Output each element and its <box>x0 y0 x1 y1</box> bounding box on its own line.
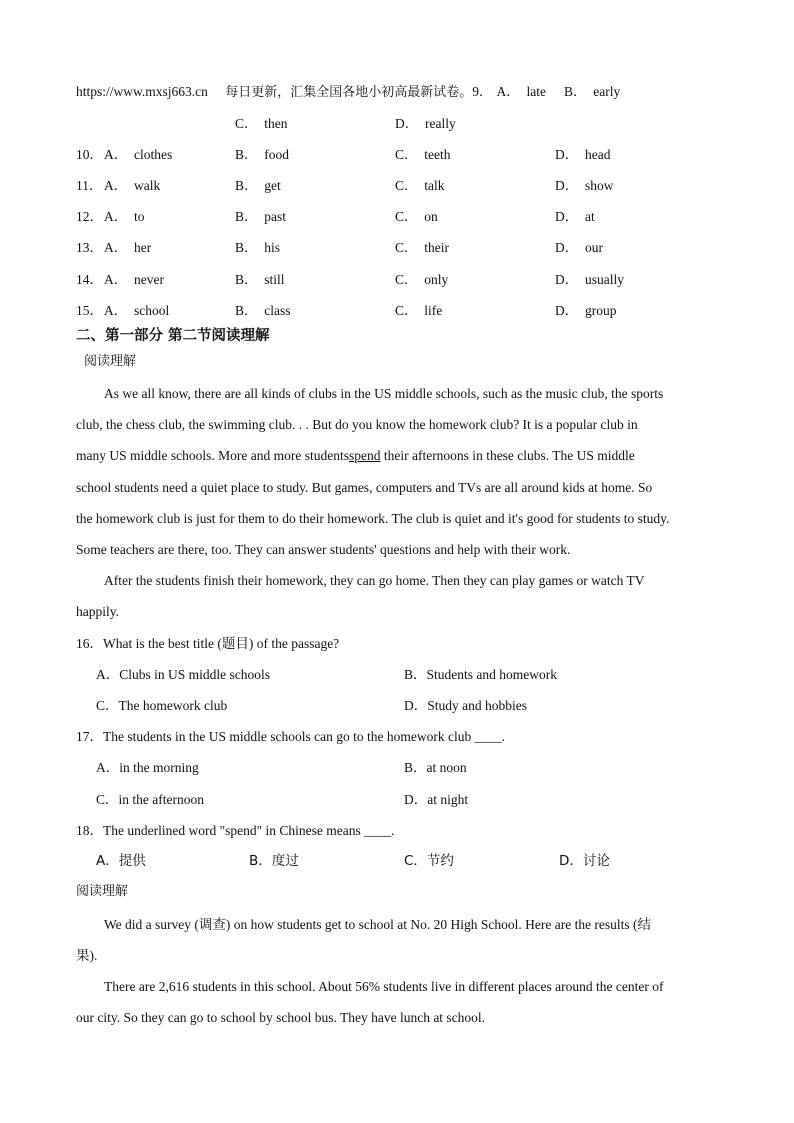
passage-2-line: 果). <box>76 948 98 963</box>
q11-option-c: C． talk <box>395 178 445 193</box>
q9-option-a: A． late <box>496 84 547 99</box>
passage-1-line: the homework club is just for them to do their homework. The club is quiet and it's good for students to study. <box>76 511 670 526</box>
q9-option-d: D． really <box>395 116 456 131</box>
q11-option-a: A． walk <box>104 178 161 193</box>
passage-1-text: many US middle schools. More and more students <box>76 448 349 463</box>
passage-2-line: There are 2,616 students in this school. About 56% students live in different places around the center of <box>104 979 664 994</box>
q14-number: 14． <box>76 272 103 287</box>
q15-number: 15． <box>76 303 103 318</box>
q11-number: 11． <box>76 178 103 193</box>
q17-option-c: C．in the afternoon <box>96 792 204 807</box>
passage-1-line <box>76 447 635 465</box>
q9-option-c: C． then <box>235 116 288 131</box>
q13-option-a: A． her <box>104 240 152 255</box>
q14-option-b: B． still <box>235 272 285 287</box>
q18-option-d: D．讨论 <box>559 853 610 869</box>
q17-option-d: D．at night <box>404 792 469 807</box>
q16-option-b: B．Students and homework <box>404 667 557 682</box>
q18-option-b: B．度过 <box>249 853 299 869</box>
passage-1-line: As we all know, there are all kinds of clubs in the US middle schools, such as the music club, the sports <box>104 386 664 401</box>
section-heading: 二、第一部分 第二节阅读理解 <box>76 328 270 344</box>
passage-1-line: club, the chess club, the swimming club. . . But do you know the homework club? It is a popular club in <box>76 417 638 432</box>
reading-subheading-2: 阅读理解 <box>76 884 129 899</box>
q15-option-c: C． life <box>395 303 443 318</box>
passage-2-line: We did a survey (调查) on how students get to school at No. 20 High School. Here are the results (结 <box>104 917 652 932</box>
q16-option-c: C．The homework club <box>96 698 228 713</box>
q10-option-c: C． teeth <box>395 147 451 162</box>
q12-option-c: C． on <box>395 209 438 224</box>
reading-subheading-1: 阅读理解 <box>84 354 137 369</box>
q16-option-a: A．Clubs in US middle schools <box>96 667 271 682</box>
q10-option-a: A． clothes <box>104 147 173 162</box>
q11-option-b: B． get <box>235 178 281 193</box>
q12-number: 12． <box>76 209 103 224</box>
q13-number: 13． <box>76 240 103 255</box>
passage-1-line: Some teachers are there, too. They can answer students' questions and help with their work. <box>76 542 571 557</box>
q10-option-b: B． food <box>235 147 289 162</box>
q17-option-a: A．in the morning <box>96 760 199 775</box>
q13-option-c: C． their <box>395 240 449 255</box>
passage-1-line: school students need a quiet place to study. But games, computers and TVs are all around kids at home. So <box>76 480 653 495</box>
passage-2-line: our city. So they can go to school by school bus. They have lunch at school. <box>76 1010 486 1025</box>
q18-stem: 18．The underlined word "spend" in Chinese means ____. <box>76 823 395 838</box>
q14-option-c: C． only <box>395 272 449 287</box>
source-tagline: 每日更新，汇集全国各地小初高最新试卷。 <box>225 85 473 100</box>
q16-stem: 16．What is the best title (题目) of the passage? <box>76 636 340 651</box>
passage-1-line: After the students finish their homework, they can go home. Then they can play games or watch TV <box>104 573 645 588</box>
q10-number: 10． <box>76 147 103 162</box>
underlined-word-spend: spend <box>348 448 381 463</box>
q17-option-b: B．at noon <box>404 760 467 775</box>
q15-option-b: B． class <box>235 303 291 318</box>
q12-option-d: D． at <box>555 209 595 224</box>
q12-option-a: A． to <box>104 209 145 224</box>
q14-option-a: A． never <box>104 272 164 287</box>
q13-option-b: B． his <box>235 240 281 255</box>
q15-option-a: A． school <box>104 303 170 318</box>
passage-1-line: happily. <box>76 604 119 619</box>
q17-stem: 17．The students in the US middle schools can go to the homework club ____. <box>76 729 505 744</box>
header-line <box>76 83 620 102</box>
q12-option-b: B． past <box>235 209 287 224</box>
q10-option-d: D． head <box>555 147 611 162</box>
q11-option-d: D． show <box>555 178 614 193</box>
q9-number: 9． <box>472 84 493 99</box>
q18-option-a: A．提供 <box>96 853 146 869</box>
q18-option-c: C．节约 <box>404 853 454 869</box>
passage-1-text: their afternoons in these clubs. The US middle <box>380 448 635 463</box>
q13-option-d: D． our <box>555 240 603 255</box>
q15-option-d: D． group <box>555 303 617 318</box>
q14-option-d: D． usually <box>555 272 624 287</box>
q16-option-d: D．Study and hobbies <box>404 698 527 713</box>
q9-option-b: B． early <box>564 84 621 99</box>
source-url: https://www.mxsj663.cn <box>76 84 208 99</box>
